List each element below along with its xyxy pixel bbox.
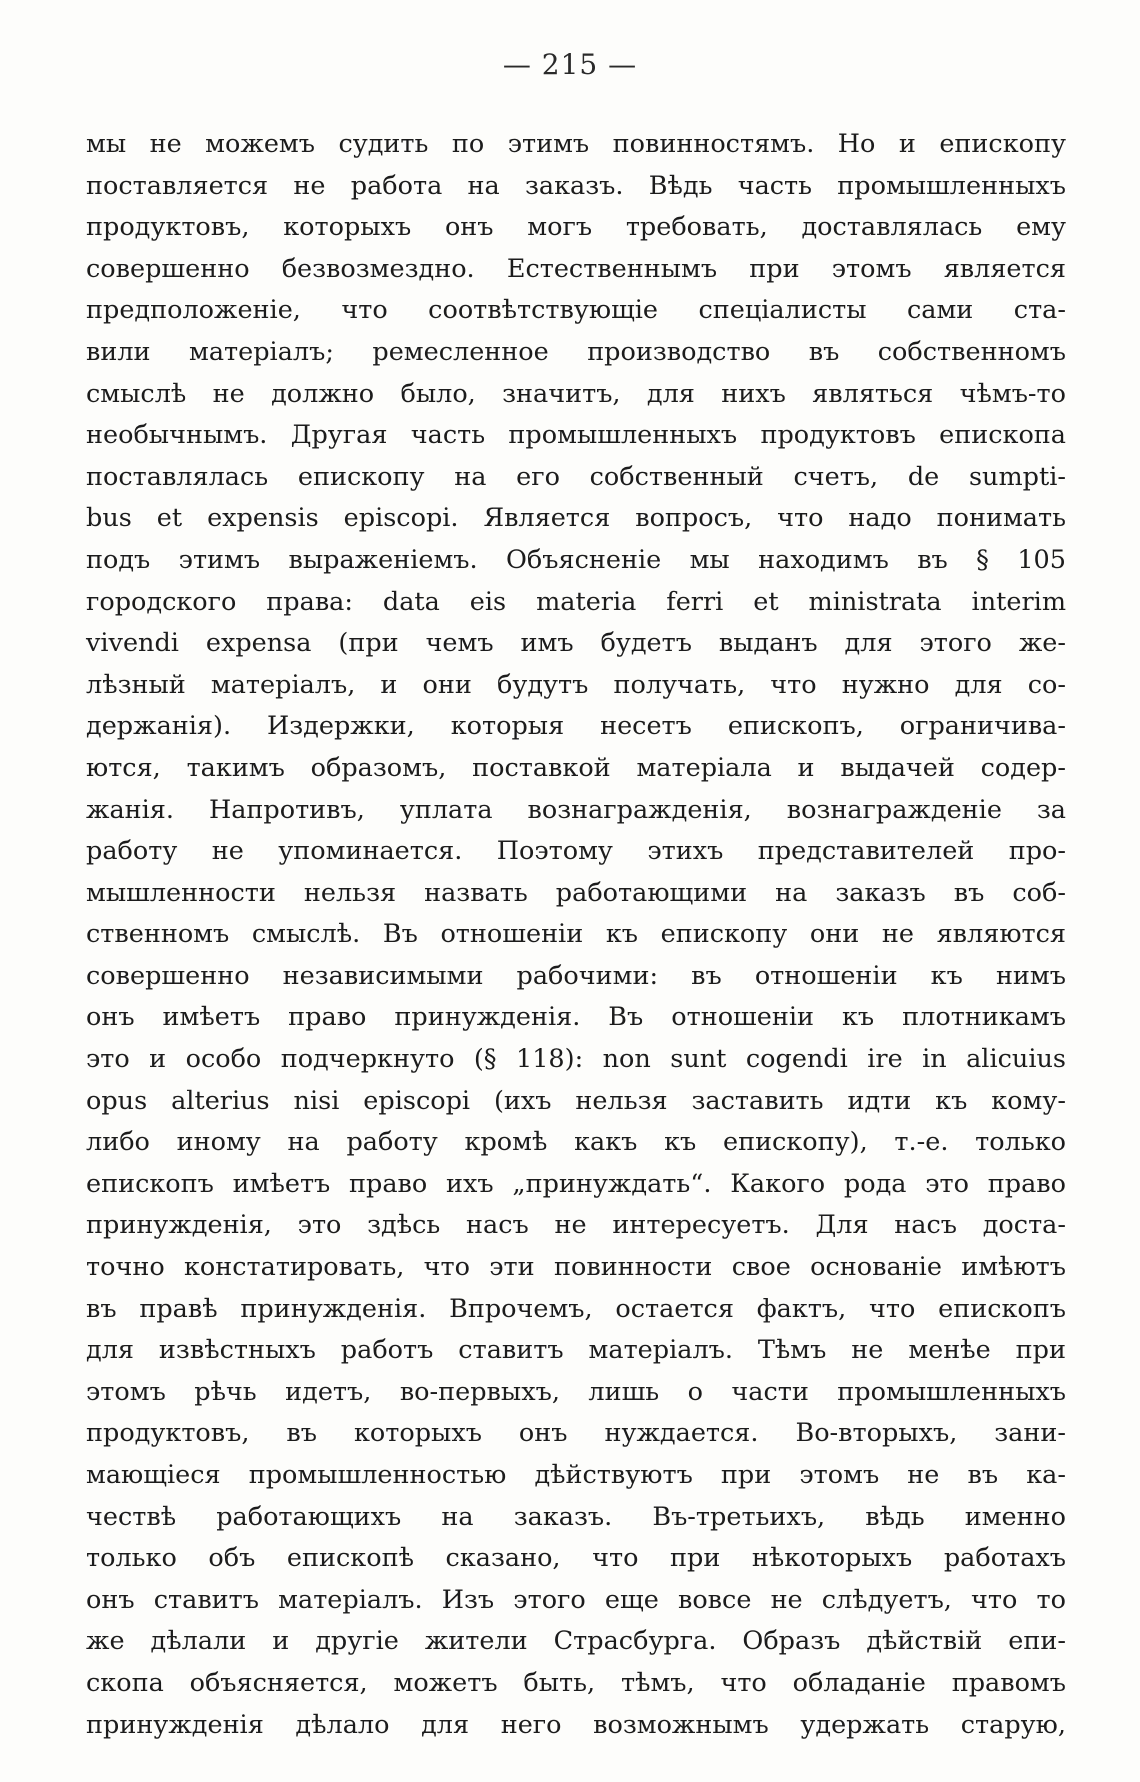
text-line: ются, такимъ образомъ, поставкой матеріала и выдачей содер- [86,752,1066,783]
text-line: принужденія дѣлало для него возможнымъ удержать старую, [86,1709,1066,1740]
text-line: ственномъ смыслѣ. Въ отношеніи къ епископу они не являются [86,919,1066,950]
text-line: мающіеся промышленностью дѣйствуютъ при этомъ не въ ка- [86,1460,1066,1490]
text-line: подъ этимъ выраженіемъ. Объясненіе мы находимъ въ § 105 [86,544,1066,575]
text-line: чествѣ работающихъ на заказъ. Въ-третьихъ, вѣдь именно [86,1501,1066,1532]
text-line: работу не упоминается. Поэтому этихъ представителей про- [86,836,1066,867]
text-line: вили матеріалъ; ремесленное производство въ собственномъ [86,336,1066,367]
text-line: держанія). Издержки, которыя несетъ епископъ, ограничива- [86,711,1066,742]
page-number: — 215 — [502,48,638,81]
text-line: жанія. Напротивъ, уплата вознагражденія, вознагражденіе за [86,794,1066,825]
text-line: совершенно независимыми рабочими: въ отношеніи къ нимъ [86,960,1066,991]
text-line: мышленности нельзя назвать работающими на заказъ въ соб- [86,877,1066,908]
text-line: лѣзный матеріалъ, и они будутъ получать, что нужно для со- [86,669,1066,700]
text-line: же дѣлали и другіе жители Страсбурга. Образъ дѣйствій епи- [86,1626,1066,1657]
text-line: поставлялась епископу на его собственный счетъ, de sumpti- [86,461,1066,492]
text-line: мы не можемъ судить по этимъ повинностямъ. Но и епископу [86,129,1066,159]
text-line: въ правѣ принужденія. Впрочемъ, остается фактъ, что епископъ [86,1293,1066,1324]
text-line: онъ ставитъ матеріалъ. Изъ этого еще вовсе не слѣдуетъ, что то [86,1584,1066,1615]
text-line: необычнымъ. Другая часть промышленныхъ продуктовъ епископа [86,420,1066,451]
text-line: либо иному на работу кромѣ какъ къ епископу), т.-е. только [86,1127,1066,1158]
text-line: смыслѣ не должно было, значитъ, для нихъ являться чѣмъ-то [86,378,1066,409]
text-line: скопа объясняется, можетъ быть, тѣмъ, что обладаніе правомъ [86,1667,1066,1698]
page-body-text [86,124,1066,1746]
text-line: только объ епископѣ сказано, что при нѣкоторыхъ работахъ [86,1543,1066,1574]
text-line: поставляется не работа на заказъ. Вѣдь часть промышленныхъ [86,170,1066,201]
text-line: для извѣстныхъ работъ ставитъ матеріалъ. Тѣмъ не менѣе при [86,1335,1066,1366]
text-line: городского права: data eis materia ferri et ministrata interim [86,586,1066,617]
text-line: opus alterius nisi episcopi (ихъ нельзя заставить идти къ кому- [86,1085,1066,1116]
text-line: принужденія, это здѣсь насъ не интересуетъ. Для насъ доста- [86,1210,1066,1241]
text-line: продуктовъ, въ которыхъ онъ нуждается. Во-вторыхъ, зани- [86,1418,1066,1449]
text-line: совершенно безвозмездно. Естественнымъ при этомъ является [86,253,1066,284]
text-line: епископъ имѣетъ право ихъ „принуждать“. Какого рода это право [86,1168,1066,1199]
text-line: продуктовъ, которыхъ онъ могъ требовать, доставлялась ему [86,212,1066,243]
text-line: bus et expensis episcopi. Является вопросъ, что надо понимать [86,503,1066,534]
text-line: этомъ рѣчь идетъ, во-первыхъ, лишь о части промышленныхъ [86,1376,1066,1407]
text-line: точно констатировать, что эти повинности свое основаніе имѣютъ [86,1252,1066,1283]
text-line: предположеніе, что соотвѣтствующіе спеціалисты сами ста- [86,295,1066,326]
text-line: онъ имѣетъ право принужденія. Въ отношеніи къ плотникамъ [86,1002,1066,1033]
text-line: vivendi expensa (при чемъ имъ будетъ выданъ для этого же- [86,628,1066,659]
text-line: это и особо подчеркнуто (§ 118): non sunt cogendi ire in alicuius [86,1044,1066,1075]
